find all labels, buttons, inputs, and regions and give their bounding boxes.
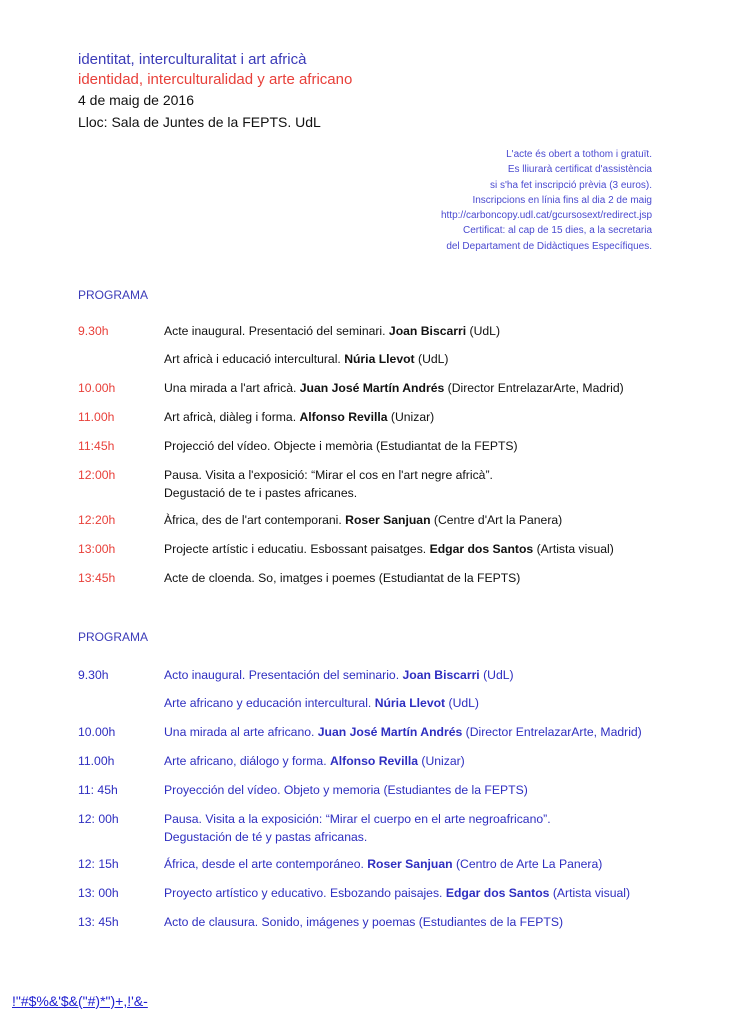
program-description [164, 723, 642, 741]
description-text: Una mirada al arte africano. [164, 725, 318, 739]
program-time: 13:00h [78, 542, 116, 556]
program-description [164, 752, 465, 770]
program-time: 13:45h [78, 571, 116, 585]
speaker-affiliation: (Director EntrelazarArte, Madrid) [444, 381, 624, 395]
program-time: 11.00h [78, 754, 115, 768]
speaker-name: Roser Sanjuan [345, 513, 431, 527]
program-time: 11: 45h [78, 783, 118, 797]
program-time: 12:20h [78, 513, 116, 527]
program-description [164, 466, 493, 502]
speaker-name: Joan Biscarri [388, 324, 467, 338]
speaker-name: Núria Llevot [374, 696, 446, 710]
speaker-name: Juan José Martín Andrés [317, 725, 463, 739]
event-date: 4 de maig de 2016 [78, 92, 194, 108]
speaker-name: Edgar dos Santos [429, 542, 534, 556]
description-text: África, desde el arte contemporáneo. [164, 857, 368, 871]
description-text: Acto inaugural. Presentación del seminario. [164, 668, 403, 682]
program-description [164, 379, 624, 397]
registration-notes [322, 147, 652, 254]
program-description [164, 694, 479, 712]
speaker-name: Roser Sanjuan [367, 857, 453, 871]
speaker-affiliation: (Centre d'Art la Panera) [430, 513, 563, 527]
registration-url: http://carboncopy.udl.cat/gcursosext/redirect.jsp [440, 210, 652, 222]
program-description [164, 540, 614, 558]
speaker-affiliation: (Centro de Arte La Panera) [452, 857, 603, 871]
program-description [164, 855, 602, 873]
title-spanish: identidad, interculturalidad y arte africano [78, 71, 353, 88]
note-line: L'acte és obert a tothom i gratuït. [506, 149, 652, 160]
program-time: 12: 15h [78, 857, 119, 871]
program-time: 12:00h [78, 468, 116, 482]
description-second-line: Degustación de té y pastas africanas. [164, 830, 368, 844]
program-description [164, 884, 630, 902]
description-text: Acto de clausura. Sonido, imágenes y poemas (Estudiantes de la FEPTS) [164, 915, 564, 929]
note-line: Inscripcions en línia fins al dia 2 de maig [472, 194, 652, 206]
speaker-name: Edgar dos Santos [445, 886, 550, 900]
note-line: del Departament de Didàctiques Específiques. [446, 240, 652, 252]
description-text: Projecció del vídeo. Objecte i memòria (Estudiantat de la FEPTS) [164, 439, 518, 453]
program-description [164, 781, 528, 799]
title-catalan: identitat, interculturalitat i art africà [78, 51, 307, 68]
speaker-name: Núria Llevot [344, 352, 415, 366]
description-text: Pausa. Visita a la exposición: “Mirar el cuerpo en el arte negroafricano”. [164, 812, 551, 826]
description-text: Art africà i educació intercultural. [164, 352, 345, 366]
description-text: Arte africano y educación intercultural. [164, 696, 375, 710]
note-line: Certificat: al cap de 15 dies, a la secretaria [463, 225, 652, 237]
program-time: 9.30h [78, 668, 109, 682]
description-text: Acte de cloenda. So, imatges i poemes (Estudiantat de la FEPTS) [164, 571, 521, 585]
description-text: Pausa. Visita a l'exposició: “Mirar el cos en l'art negre africà”. [164, 468, 493, 482]
speaker-name: Juan José Martín Andrés [299, 381, 445, 395]
program-time: 10.00h [78, 725, 116, 739]
speaker-affiliation: (Artista visual) [533, 542, 614, 556]
speaker-affiliation: (UdL) [445, 696, 479, 710]
program-time: 11.00h [78, 410, 115, 424]
description-text: Arte africano, diálogo y forma. [164, 754, 330, 768]
description-text: Proyecto artístico y educativo. Esbozando paisajes. [164, 886, 446, 900]
speaker-affiliation: (UdL) [414, 352, 449, 366]
note-line: si s'ha fet inscripció prèvia (3 euros). [490, 179, 652, 191]
program-time: 13: 00h [78, 886, 119, 900]
description-second-line: Degustació de te i pastes africanes. [164, 486, 358, 500]
program-description [164, 350, 449, 368]
program-description [164, 666, 514, 684]
program-description [164, 511, 562, 529]
description-text: Art africà, diàleg i forma. [164, 410, 300, 424]
program-time: 9.30h [78, 324, 109, 338]
program-heading-catalan: PROGRAMA [78, 288, 149, 302]
speaker-affiliation: (UdL) [479, 668, 514, 682]
speaker-name: Alfonso Revilla [299, 410, 388, 424]
program-description [164, 322, 500, 340]
program-description [164, 569, 520, 587]
program-description [164, 437, 518, 455]
description-text: Proyección del vídeo. Objeto y memoria (Estudiantes de la FEPTS) [164, 783, 528, 797]
description-text: Projecte artístic i educatiu. Esbossant paisatges. [164, 542, 430, 556]
speaker-name: Alfonso Revilla [329, 754, 419, 768]
speaker-affiliation: (Artista visual) [549, 886, 631, 900]
speaker-affiliation: (UdL) [466, 324, 501, 338]
program-time: 10.00h [78, 381, 116, 395]
speaker-affiliation: (Unizar) [387, 410, 435, 424]
description-text: Una mirada a l'art africà. [164, 381, 300, 395]
program-time: 13: 45h [78, 915, 119, 929]
footer-link[interactable]: !"#$%&'$&("#)*")+,!'&- [12, 993, 148, 1009]
program-heading-spanish: PROGRAMA [78, 630, 149, 644]
event-place: Lloc: Sala de Juntes de la FEPTS. UdL [78, 114, 321, 130]
program-time: 11:45h [78, 439, 115, 453]
speaker-affiliation: (Director EntrelazarArte, Madrid) [462, 725, 642, 739]
speaker-affiliation: (Unizar) [418, 754, 465, 768]
program-time: 12: 00h [78, 812, 119, 826]
note-line: Es lliurarà certificat d'assistència [507, 164, 652, 176]
description-text: Àfrica, des de l'art contemporani. [164, 513, 346, 527]
program-description [164, 913, 563, 931]
program-description [164, 408, 434, 426]
description-text: Acte inaugural. Presentació del seminari. [164, 324, 389, 338]
speaker-name: Joan Biscarri [402, 668, 480, 682]
program-description [164, 810, 551, 846]
